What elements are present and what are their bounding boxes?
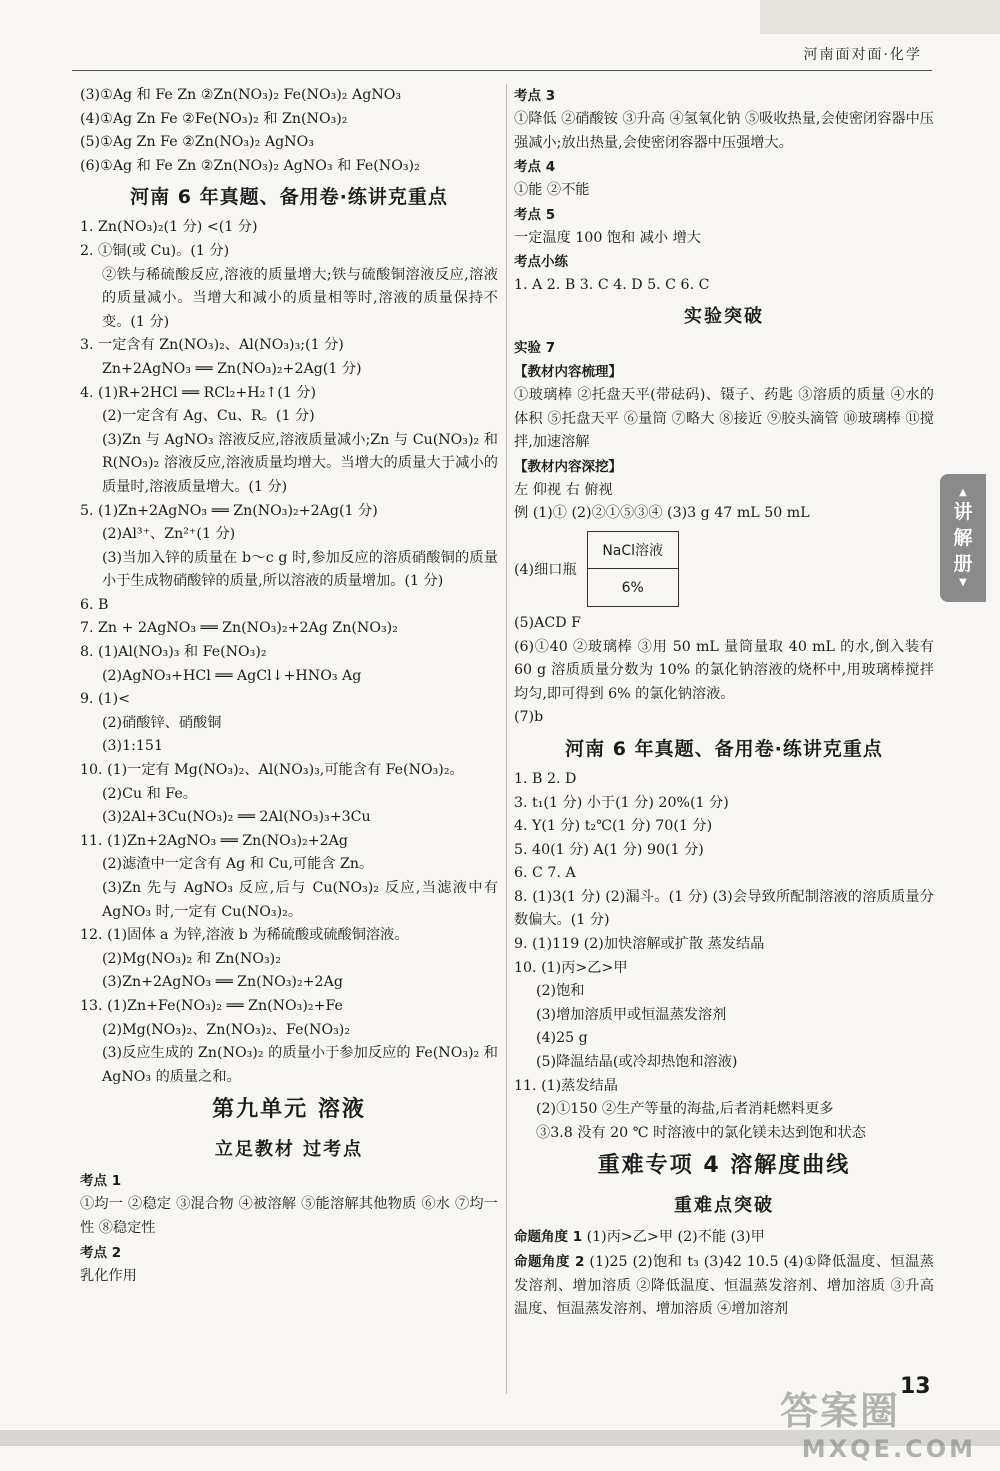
answer-line: (2)①150 ②生产等量的海盐,后者消耗燃料更多 — [536, 1101, 834, 1118]
triangle-down-icon: ▼ — [959, 577, 967, 588]
answer-line: 10. (1)一定有 Mg(NO₃)₂、Al(NO₃)₃,可能含有 Fe(NO₃)₂。 — [80, 762, 464, 779]
angle-label: 命题角度 2 — [514, 1254, 585, 1270]
side-tab-char: 解 — [953, 527, 973, 549]
section-title-exam: 河南 6 年真题、备用卷·练讲克重点 — [130, 186, 448, 209]
special-topic-title: 重难专项 4 溶解度曲线 — [597, 1153, 851, 1179]
answer-line: (2)硝酸锌、硝酸铜 — [102, 714, 222, 731]
triangle-up-icon: ▲ — [959, 487, 967, 498]
answer-line: (2)饱和 — [536, 983, 585, 1000]
answer-line: (2)Cu 和 Fe。 — [102, 785, 197, 802]
deep-label: 【教材内容深挖】 — [514, 458, 622, 475]
page-number: 13 — [900, 1374, 931, 1399]
practice-label: 考点小练 — [514, 254, 568, 271]
answer-line: 9. (1)< — [80, 691, 131, 708]
answer-line: (2)AgNO₃+HCl ══ AgCl↓+HNO₃ Ag — [102, 667, 362, 684]
kaodian-text: ①均一 ②稳定 ③混合物 ④被溶解 ⑤能溶解其他物质 ⑥水 ⑦均一性 ⑧稳定性 — [80, 1196, 498, 1236]
answer-line: (3)Zn+2AgNO₃ ══ Zn(NO₃)₂+2Ag — [102, 974, 343, 991]
watermark-logo-text: 答案圈 — [780, 1389, 901, 1433]
answer-line: ③3.8 没有 20 ℃ 时溶液中的氯化镁未达到饱和状态 — [536, 1124, 866, 1141]
kaodian-label: 考点 1 — [80, 1173, 122, 1190]
answer-line: ②铁与稀硫酸反应,溶液的质量增大;铁与硫酸铜溶液反应,溶液的质量减小。当增大和减小的质量相等时,溶液的质量保持不变。(1 分) — [102, 266, 498, 330]
answer-line: 3. t₁(1 分) 小于(1 分) 20%(1 分) — [514, 794, 729, 811]
answer-line: 11. (1)Zn+2AgNO₃ ══ Zn(NO₃)₂+2Ag — [80, 832, 348, 849]
answer-line: (5)ACD F — [514, 614, 581, 631]
answer-line: (4)①Ag Zn Fe ②Fe(NO₃)₂ 和 Zn(NO₃)₂ — [80, 110, 348, 127]
answer-line: 8. (1)3(1 分) (2)漏斗。(1 分) (3)会导致所配制溶液的溶质质量分数偏大。(1 分) — [514, 888, 934, 929]
answer-line: 2. ①铜(或 Cu)。(1 分) — [80, 242, 230, 259]
experiment-title: 实验突破 — [684, 305, 764, 327]
kaodian-label: 考点 5 — [514, 206, 556, 223]
unit-subtitle: 立足教材 过考点 — [214, 1139, 364, 1161]
kaodian-label: 考点 3 — [514, 88, 556, 104]
sort-label: 【教材内容梳理】 — [514, 363, 622, 380]
reagent-label-name: NaCl溶液 — [588, 532, 678, 570]
answer-line: 1. B 2. D — [514, 770, 577, 787]
answer-line: 4. (1)R+2HCl ══ RCl₂+H₂↑(1 分) — [80, 384, 316, 401]
answer-line: 12. (1)固体 a 为锌,溶液 b 为稀硫酸或硫酸铜溶液。 — [80, 927, 409, 944]
angle-line — [514, 1250, 934, 1322]
practice-answers: 1. A 2. B 3. C 4. D 5. C 6. C — [514, 277, 710, 294]
section-title-exam: 河南 6 年真题、备用卷·练讲克重点 — [565, 737, 883, 760]
page-corner — [0, 0, 1000, 34]
left-column — [80, 84, 498, 1288]
answer-line: (7)b — [514, 709, 544, 726]
kaodian-text: 乳化作用 — [80, 1267, 137, 1284]
watermark-url: MXQE.COM — [801, 1435, 976, 1463]
answer-line: (3)Zn 与 AgNO₃ 溶液反应,溶液质量减小;Zn 与 Cu(NO₃)₂ 和 R(NO₃)₂ 溶液反应,溶液质量均增大。当增大的质量大于减小的质量时,溶液质量增大。(1 分) — [102, 431, 498, 495]
angle-line — [514, 1225, 934, 1250]
column-divider — [506, 84, 507, 1394]
angle-label: 命题角度 1 — [514, 1229, 583, 1246]
bottle-label-row — [514, 526, 934, 612]
answer-line: 5. (1)Zn+2AgNO₃ ══ Zn(NO₃)₂+2Ag(1 分) — [80, 502, 378, 519]
answer-line: 1. Zn(NO₃)₂(1 分) <(1 分) — [80, 219, 258, 236]
reagent-label-concentration: 6% — [621, 579, 644, 596]
experiment-label: 实验 7 — [514, 339, 556, 356]
answer-line: (3)当加入锌的质量在 b～c g 时,参加反应的溶质硝酸铜的质量小于生成物硝酸锌的质量,所以溶液的质量增加。(1 分) — [102, 549, 498, 590]
reagent-label-box — [587, 531, 679, 607]
kaodian-label: 考点 4 — [514, 159, 556, 176]
bottle-prefix: (4)细口瓶 — [514, 561, 577, 578]
answer-line: (2)滤渣中一定含有 Ag 和 Cu,可能含 Zn。 — [102, 856, 374, 873]
side-tab-char: 讲 — [953, 501, 973, 523]
answer-line: (2)Al³⁺、Zn²⁺(1 分) — [102, 526, 236, 543]
header-rule — [72, 70, 932, 71]
answer-line: (4)25 g — [536, 1030, 588, 1047]
side-tab-char: 册 — [953, 553, 973, 575]
answer-line: 8. (1)Al(NO₃)₃ 和 Fe(NO₃)₂ — [80, 644, 267, 661]
answer-line: 11. (1)蒸发结晶 — [514, 1077, 618, 1094]
kaodian-label: 考点 2 — [80, 1244, 122, 1261]
side-tab — [940, 474, 986, 602]
deep-text: 左 仰视 右 俯视 — [514, 481, 613, 498]
answer-line: (2)一定含有 Ag、Cu、R。(1 分) — [102, 408, 315, 425]
answer-line: Zn+2AgNO₃ ══ Zn(NO₃)₂+2Ag(1 分) — [102, 360, 362, 377]
answer-line: (3)①Ag 和 Fe Zn ②Zn(NO₃)₂ Fe(NO₃)₂ AgNO₃ — [80, 87, 402, 103]
answer-line: 6. B — [80, 596, 109, 613]
kaodian-text: 一定温度 100 饱和 减小 增大 — [514, 229, 701, 246]
answer-line: (2)Mg(NO₃)₂、Zn(NO₃)₂、Fe(NO₃)₂ — [102, 1021, 351, 1038]
angle-text: (1)25 (2)饱和 t₃ (3)42 10.5 (4)①降低温度、恒温蒸发溶剂、增加溶质 ②降低温度、恒温蒸发溶剂、增加溶质 ③升高温度、恒温蒸发溶剂、增加溶质 ④增加溶剂 — [514, 1254, 934, 1318]
example-line: 例 (1)① (2)②①⑤③④ (3)3 g 47 mL 50 mL — [514, 505, 810, 522]
special-topic-subtitle: 重难点突破 — [674, 1195, 774, 1217]
answer-line: (3)2Al+3Cu(NO₃)₂ ══ 2Al(NO₃)₃+3Cu — [102, 809, 371, 826]
answer-line: (6)①40 ②玻璃棒 ③用 50 mL 量筒量取 40 mL 的水,倒入装有 60 g 溶质质量分数为 10% 的氯化钠溶液的烧杯中,用玻璃棒搅拌均匀,即可得到 6% 的氯化钠溶液。 — [514, 638, 934, 702]
answer-line: 6. C 7. A — [514, 865, 576, 882]
watermark — [780, 1380, 990, 1463]
angle-text: (1)丙>乙>甲 (2)不能 (3)甲 — [586, 1229, 765, 1246]
kaodian-text: ①降低 ②硝酸铵 ③升高 ④氢氧化钠 ⑤吸收热量,会使密闭容器中压强减小;放出热量,会使密闭容器中压强增大。 — [514, 111, 934, 151]
answer-line: 13. (1)Zn+Fe(NO₃)₂ ══ Zn(NO₃)₂+Fe — [80, 997, 343, 1014]
answer-line: 3. 一定含有 Zn(NO₃)₂、Al(NO₃)₃;(1 分) — [80, 337, 344, 354]
answer-line: 5. 40(1 分) A(1 分) 90(1 分) — [514, 841, 704, 858]
answer-line: (3)增加溶质甲或恒温蒸发溶剂 — [536, 1006, 727, 1023]
answer-line: (3)1:151 — [102, 738, 163, 755]
answer-line: (6)①Ag 和 Fe Zn ②Zn(NO₃)₂ AgNO₃ 和 Fe(NO₃)₂ — [80, 157, 420, 174]
answer-line: (3)反应生成的 Zn(NO₃)₂ 的质量小于参加反应的 Fe(NO₃)₂ 和 AgNO₃ 的质量之和。 — [102, 1045, 498, 1085]
answer-line: 9. (1)119 (2)加快溶解或扩散 蒸发结晶 — [514, 936, 765, 953]
right-column — [514, 84, 934, 1322]
running-header: 河南面对面·化学 — [803, 47, 922, 63]
answer-line: 4. Y(1 分) t₂℃(1 分) 70(1 分) — [514, 818, 713, 835]
answer-line: 10. (1)丙>乙>甲 — [514, 959, 628, 976]
answer-line: (2)Mg(NO₃)₂ 和 Zn(NO₃)₂ — [102, 950, 281, 967]
sort-text: ①玻璃棒 ②托盘天平(带砝码)、镊子、药匙 ③溶质的质量 ④水的体积 ⑤托盘天平 ⑥量筒 ⑦略大 ⑧接近 ⑨胶头滴管 ⑩玻璃棒 ⑪搅拌,加速溶解 — [514, 386, 934, 451]
unit-title: 第九单元 溶液 — [212, 1097, 366, 1123]
answer-line: (5)①Ag Zn Fe ②Zn(NO₃)₂ AgNO₃ — [80, 134, 314, 151]
answer-line: (5)降温结晶(或冷却热饱和溶液) — [536, 1054, 738, 1071]
kaodian-text: ①能 ②不能 — [514, 182, 590, 199]
answer-line: 7. Zn + 2AgNO₃ ══ Zn(NO₃)₂+2Ag Zn(NO₃)₂ — [80, 620, 398, 637]
answer-line: (3)Zn 先与 AgNO₃ 反应,后与 Cu(NO₃)₂ 反应,当滤液中有 AgNO₃ 时,一定有 Cu(NO₃)₂。 — [102, 880, 498, 920]
